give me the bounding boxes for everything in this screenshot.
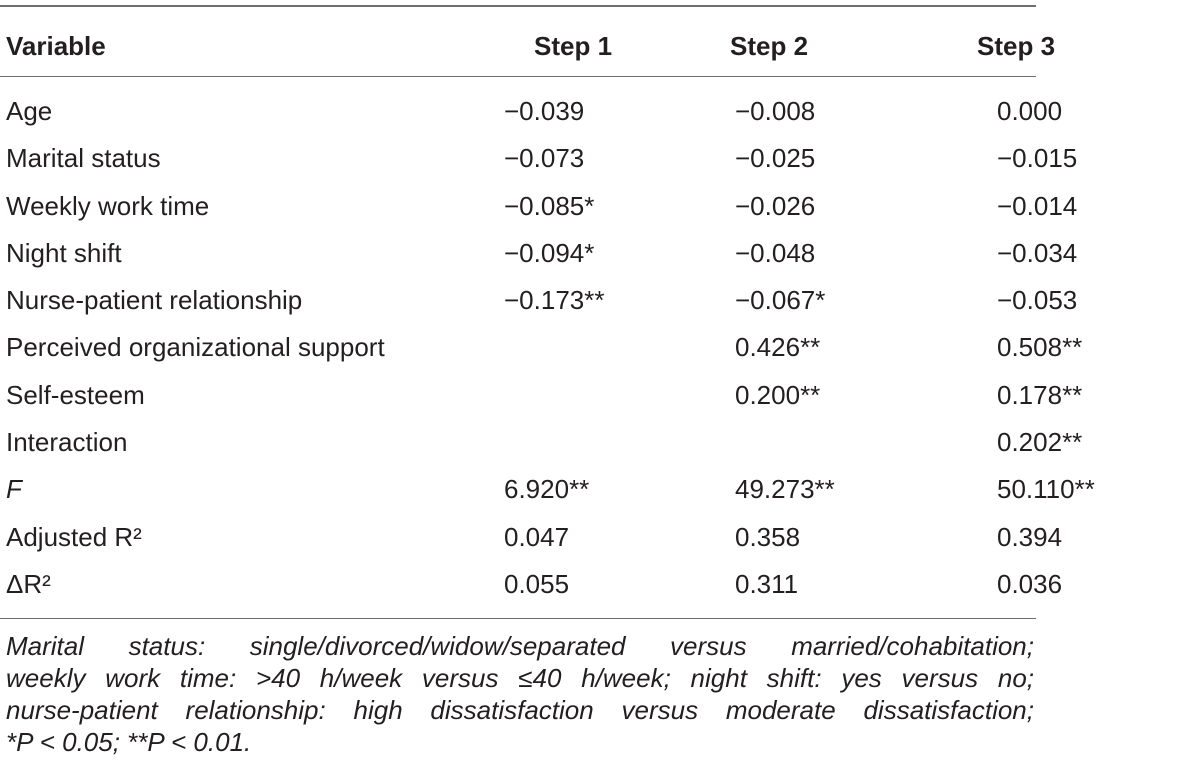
table-row (0, 135, 1188, 182)
table-bottom-rule (0, 618, 1036, 619)
row-label (0, 135, 496, 182)
cell-step-2 (684, 76, 915, 135)
row-label (0, 324, 496, 371)
cell-step-1 (496, 230, 684, 277)
row-label-text: Interaction (6, 427, 128, 458)
row-label (0, 372, 496, 419)
table-row (0, 277, 1188, 324)
row-label-text: ΔR² (6, 568, 51, 599)
row-label (0, 419, 496, 466)
row-label-text: Night shift (6, 237, 122, 268)
cell-step-1-text: −0.094* (504, 237, 595, 268)
cell-step-3-text: −0.034 (997, 237, 1078, 268)
table-top-rule (0, 5, 1036, 7)
footnote-line-4: *P < 0.05; **P < 0.01. (6, 727, 252, 757)
row-label-text: Age (6, 96, 53, 126)
cell-step-2 (684, 324, 915, 371)
cell-step-2-text: −0.026 (735, 190, 816, 221)
table-row (0, 76, 1188, 135)
cell-step-1-text: −0.085* (504, 190, 595, 221)
row-label-text: Nurse-patient relationship (6, 285, 303, 316)
cell-step-1 (496, 514, 684, 561)
cell-step-1 (496, 466, 684, 513)
cell-step-1-text: 6.920** (504, 474, 590, 505)
cell-step-1 (496, 561, 684, 608)
row-label (0, 76, 496, 135)
cell-step-3-text: 0.000 (997, 96, 1063, 126)
table-header-row (0, 18, 1188, 76)
footnote-line-2: weekly work time: >40 h/week versus ≤40 h/week; night shift: yes versus no; (6, 663, 1034, 693)
cell-step-2 (684, 466, 915, 513)
table-row (0, 230, 1188, 277)
cell-step-2-text: 0.358 (735, 521, 801, 552)
cell-step-1 (496, 76, 684, 135)
cell-step-2-text: −0.008 (735, 96, 816, 126)
cell-step-3 (915, 230, 1188, 277)
header-variable: Variable (6, 31, 106, 62)
cell-step-3-text: 0.202** (997, 427, 1083, 458)
table-row (0, 466, 1188, 513)
cell-step-3 (915, 419, 1188, 466)
table-row (0, 183, 1188, 230)
cell-step-1 (496, 324, 684, 371)
row-label (0, 466, 496, 513)
cell-step-2 (684, 372, 915, 419)
cell-step-2 (684, 183, 915, 230)
cell-step-3 (915, 183, 1188, 230)
regression-table (0, 18, 1188, 608)
row-label-text: Weekly work time (6, 190, 210, 221)
cell-step-3-text: −0.053 (997, 285, 1078, 316)
row-label (0, 230, 496, 277)
cell-step-2-text: −0.025 (735, 143, 816, 174)
table-row (0, 514, 1188, 561)
cell-step-2-text: 0.200** (735, 379, 821, 410)
row-label-text: Self-esteem (6, 379, 145, 410)
cell-step-2 (684, 135, 915, 182)
cell-step-3 (915, 135, 1188, 182)
cell-step-3 (915, 277, 1188, 324)
cell-step-1 (496, 135, 684, 182)
cell-step-1-text: −0.073 (504, 143, 585, 174)
table-footnote (6, 630, 1034, 758)
header-step-3: Step 3 (977, 31, 1056, 62)
cell-step-2-text: 0.426** (735, 332, 821, 363)
cell-step-3 (915, 466, 1188, 513)
row-label (0, 277, 496, 324)
cell-step-3-text: 0.178** (997, 379, 1083, 410)
row-label-text: F (6, 474, 22, 505)
cell-step-2 (684, 514, 915, 561)
table-row (0, 372, 1188, 419)
cell-step-3-text: 0.508** (997, 332, 1083, 363)
table-body (0, 76, 1188, 608)
cell-step-3 (915, 561, 1188, 608)
row-label (0, 183, 496, 230)
footnote-line-3: nurse-patient relationship: high dissatisfaction versus moderate dissatisfaction; (6, 695, 1034, 725)
table-row (0, 419, 1188, 466)
cell-step-3-text: 50.110** (997, 474, 1095, 505)
cell-step-1-text: 0.055 (504, 568, 570, 599)
cell-step-3 (915, 76, 1188, 135)
cell-step-3 (915, 514, 1188, 561)
cell-step-2-text: 0.311 (735, 568, 799, 599)
row-label (0, 514, 496, 561)
cell-step-1 (496, 372, 684, 419)
cell-step-1 (496, 419, 684, 466)
row-label-text: Marital status (6, 143, 161, 174)
cell-step-2-text: 49.273** (735, 474, 835, 505)
cell-step-2-text: −0.048 (735, 237, 816, 268)
cell-step-3-text: −0.015 (997, 143, 1078, 174)
footnote-line-1: Marital status: single/divorced/widow/separated versus married/cohabitation; (6, 631, 1034, 661)
cell-step-3-text: −0.014 (997, 190, 1078, 221)
cell-step-3 (915, 324, 1188, 371)
row-label (0, 561, 496, 608)
header-step-1: Step 1 (534, 31, 613, 62)
row-label-text: Perceived organizational support (6, 332, 385, 363)
cell-step-3-text: 0.394 (997, 521, 1063, 552)
cell-step-3 (915, 372, 1188, 419)
cell-step-2 (684, 277, 915, 324)
cell-step-2 (684, 561, 915, 608)
header-step-2: Step 2 (730, 31, 809, 62)
cell-step-1-text: 0.047 (504, 521, 570, 552)
row-label-text: Adjusted R² (6, 521, 142, 552)
cell-step-2 (684, 230, 915, 277)
cell-step-3-text: 0.036 (997, 568, 1063, 599)
cell-step-1-text: −0.173** (504, 285, 605, 316)
cell-step-2 (684, 419, 915, 466)
table-row (0, 561, 1188, 608)
cell-step-1 (496, 183, 684, 230)
cell-step-2-text: −0.067* (735, 285, 826, 316)
cell-step-1 (496, 277, 684, 324)
cell-step-1-text: −0.039 (504, 96, 585, 126)
table-row (0, 324, 1188, 371)
